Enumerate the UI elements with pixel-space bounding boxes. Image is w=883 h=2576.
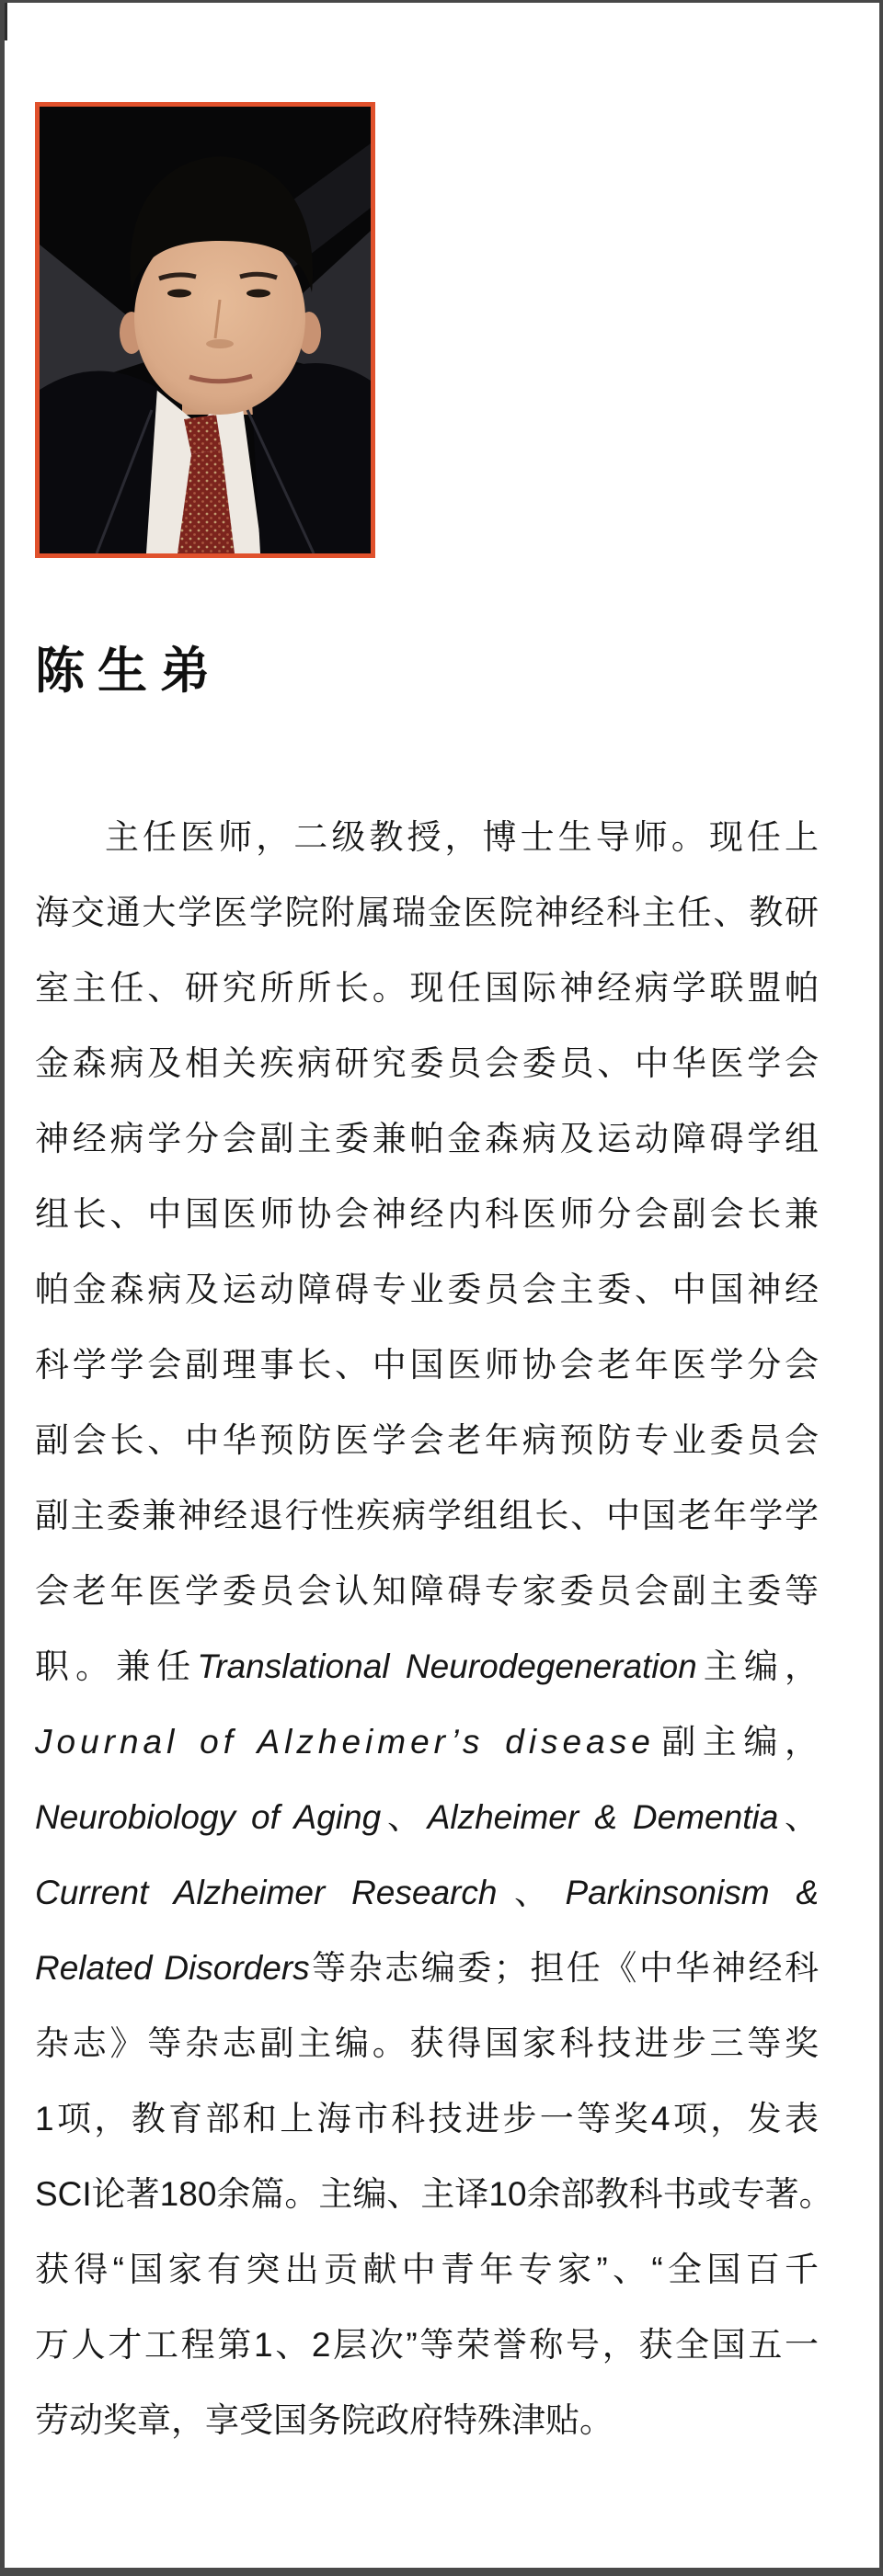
bio-text: 职。兼任 [35,1647,198,1685]
bio-text: 1项，教育部和上海市科技进步一等奖4项，发表 [35,2100,819,2137]
bio-text: 主编， [696,1647,819,1685]
bio-text: 副主委兼神经退行性疾病学组组长、中国老年学学 [35,1497,819,1534]
scan-edge-right [879,0,883,2576]
journal-title: Parkinsonism & [565,1874,820,1911]
bio-line [35,1252,819,1328]
bio-line [35,1177,819,1252]
bio-line [35,1101,819,1177]
bio-text: 等杂志编委；担任《中华神经科 [309,1949,819,1987]
bio-line [35,1328,819,1403]
journal-title: Current Alzheimer Research [35,1874,498,1911]
bio-line [35,800,819,875]
bio-line [35,2006,819,2081]
bio-text: 副会长、中华预防医学会老年病预防专业委员会 [35,1421,819,1459]
bio-line [35,2308,819,2383]
journal-title: Journal of Alzheimer’s disease [35,1723,655,1761]
nose-shadow [206,339,234,348]
bio-text: 劳动奖章，享受国务院政府特殊津贴。 [35,2401,614,2439]
bio-paragraph [35,800,833,2458]
bio-text: 组长、中国医师协会神经内科医师分会副会长兼 [35,1195,819,1233]
bio-text: 海交通大学医学院附属瑞金医院神经科主任、教研 [35,894,819,931]
bio-text: 金森病及相关疾病研究委员会委员、中华医学会 [35,1044,819,1082]
portrait-photo [35,102,375,558]
bio-line [35,1704,819,1780]
eye-left [167,290,191,298]
bio-text: 、 [778,1798,820,1836]
journal-title: Translational Neurodegeneration [197,1647,697,1685]
bio-line [35,875,819,951]
bio-text: 室主任、研究所所长。现任国际神经病学联盟帕 [35,969,819,1007]
portrait-illustration [40,107,371,553]
bio-line [35,1026,819,1101]
bio-line [35,1629,819,1704]
eye-right [247,290,270,298]
bio-line [35,951,819,1026]
bio-text: 获得“国家有突出贡献中青年专家”、“全国百千 [35,2251,819,2288]
bio-line [35,2081,819,2157]
bio-line [35,2157,833,2232]
bio-text: 科学学会副理事长、中国医师协会老年医学分会 [35,1346,819,1384]
bio-text: 万人才工程第1、2层次”等荣誉称号，获全国五一 [35,2326,819,2364]
bio-text: 主任医师，二级教授，博士生导师。现任上 [105,818,819,856]
bio-text: SCI论著180余篇。主编、主译10余部教科书或专著。 [35,2175,833,2213]
bio-text: 神经病学分会副主委兼帕金森病及运动障碍学组 [35,1120,819,1157]
bio-line [35,1855,819,1931]
scan-edge-left [0,0,5,2576]
bio-text: 会老年医学委员会认知障碍专家委员会副主委等 [35,1572,819,1610]
author-name: 陈生弟 [35,644,223,699]
bio-text: 帕金森病及运动障碍专业委员会主委、中国神经 [35,1271,819,1308]
journal-title: Neurobiology of Aging [35,1798,382,1836]
journal-title: Alzheimer & Dementia [427,1798,779,1836]
bio-line [35,2232,819,2308]
bio-text: 、 [381,1798,428,1836]
bio-text: 、 [497,1874,566,1911]
suit-left [40,370,157,553]
bio-text: 杂志》等杂志副主编。获得国家科技进步三等奖 [35,2024,819,2062]
bio-line [35,1780,819,1855]
scan-edge-bottom [0,2568,883,2576]
bio-line [35,1931,819,2006]
bio-line [35,2383,819,2458]
scan-edge-top [0,0,883,3]
bio-text: 副主编， [654,1723,819,1761]
bio-line [35,1403,819,1478]
bio-line [35,1478,819,1554]
bio-line [35,1554,819,1629]
journal-title: Related Disorders [35,1949,310,1987]
